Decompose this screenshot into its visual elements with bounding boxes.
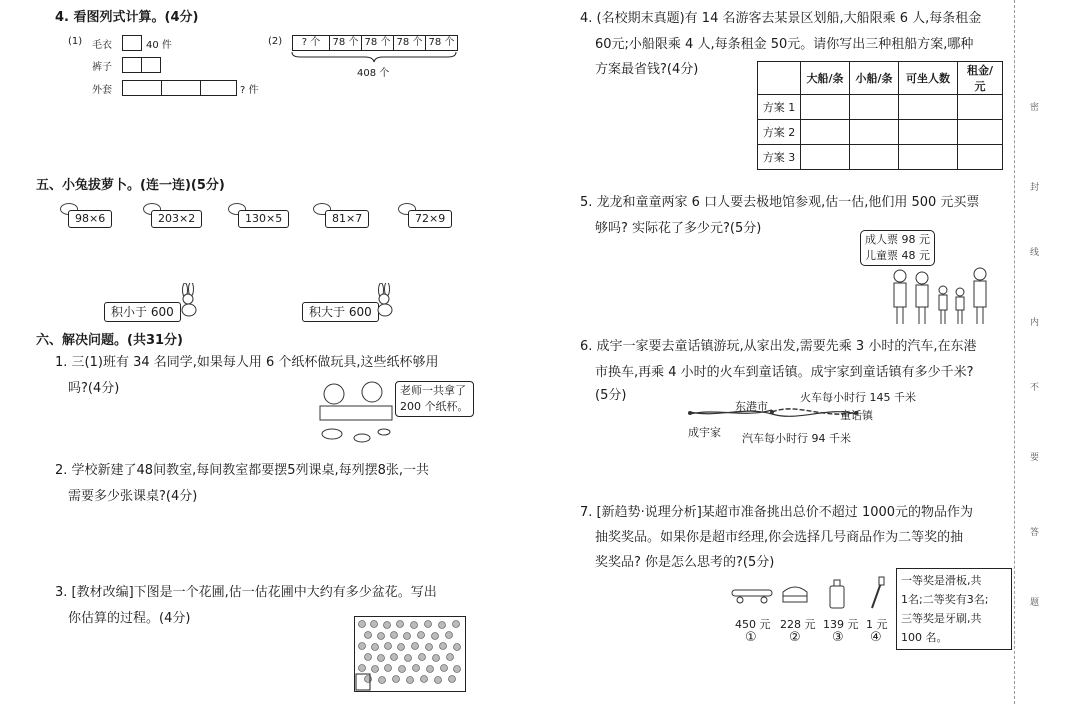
map-city-label: 东港市 xyxy=(735,400,768,413)
item-number: ① xyxy=(745,630,757,645)
carrot-expression[interactable]: 72×9 xyxy=(408,210,452,228)
margin-char: 密 xyxy=(1030,103,1040,113)
price-label: 1 元 xyxy=(866,618,888,631)
segment-cell: ? 个 xyxy=(292,35,330,51)
item-number: ② xyxy=(789,630,801,645)
problem-7-text-2: 抽奖奖品。如果你是超市经理,你会选择几号商品作为二等奖的抽 xyxy=(595,530,964,545)
rabbit-icon xyxy=(175,283,203,317)
price-label: 228 元 xyxy=(780,618,816,631)
problem-5-text: 5. 龙龙和童童两家 6 口人要去极地馆参观,估一估,他们用 500 元买票 xyxy=(580,195,980,210)
margin-char: 线 xyxy=(1030,248,1040,258)
segment-cell: 78 个 xyxy=(329,35,362,51)
flower-bed xyxy=(354,616,466,692)
item-number: ③ xyxy=(832,630,844,645)
margin-char: 不 xyxy=(1030,383,1040,393)
table-header: 可坐人数 xyxy=(899,62,958,95)
q4-2-label: (2) xyxy=(268,36,283,47)
answer-cell[interactable] xyxy=(850,95,899,120)
margin-char: 答 xyxy=(1030,528,1040,538)
row-sweater-label: 毛衣 xyxy=(92,40,112,51)
table-row xyxy=(758,95,1003,120)
rabbit-icon xyxy=(371,283,399,317)
problem-4-text-3: 方案最省钱?(4分) xyxy=(595,62,699,77)
problem-3-text: 3. [教材改编]下图是一个花圃,估一估花圃中大约有多少盆花。写出 xyxy=(55,585,437,600)
skateboard-icon xyxy=(730,586,774,606)
coat-bar-3 xyxy=(200,80,237,96)
coat-bar-1 xyxy=(122,80,162,96)
problem-1-text: 1. 三(1)班有 34 名同学,如果每人用 6 个纸杯做玩具,这些纸杯够用 xyxy=(55,355,439,370)
prize-note-box xyxy=(896,568,1012,650)
answer-cell[interactable] xyxy=(958,145,1003,170)
row-sweater-value: 40 件 xyxy=(146,40,172,51)
problem-6-text: 6. 成宇一家要去童话镇游玩,从家出发,需要先乘 3 小时的汽车,在东港 xyxy=(580,339,977,354)
carrot-expression[interactable]: 81×7 xyxy=(325,210,369,228)
problem-4-text: 4. (名校期末真题)有 14 名游客去某景区划船,大船限乘 6 人,每条租金 xyxy=(580,11,982,26)
map-home-label: 成宇家 xyxy=(688,426,721,439)
price-label: 139 元 xyxy=(823,618,859,631)
problem-2-text: 2. 学校新建了48间教室,每间教室都要摆5列课桌,每列摆8张,一共 xyxy=(55,463,430,478)
answer-cell[interactable] xyxy=(958,120,1003,145)
carrot-expression[interactable]: 98×6 xyxy=(68,210,112,228)
prize-note-line: 三等奖是牙刷,共 xyxy=(901,612,982,625)
margin-char: 内 xyxy=(1030,318,1040,328)
q4-title: 4. 看图列式计算。(4分) xyxy=(55,10,199,25)
carrot-expression[interactable]: 130×5 xyxy=(238,210,289,228)
map-train-label: 火车每小时行 145 千米 xyxy=(800,391,916,404)
segment-cell: 78 个 xyxy=(393,35,426,51)
answer-cell[interactable] xyxy=(801,120,850,145)
row-coat-value: ? 件 xyxy=(240,85,259,96)
prize-note-line: 一等奖是滑板,共 xyxy=(901,574,982,587)
rental-plan-table xyxy=(757,61,1003,170)
table-header xyxy=(758,62,801,95)
segment-cell: 78 个 xyxy=(425,35,458,51)
table-header-row xyxy=(758,62,1003,95)
problem-4-text-2: 60元;小船限乘 4 人,每条租金 50元。请你写出三种租船方案,哪种 xyxy=(595,37,974,52)
problem-2-text-2: 需要多少张课桌?(4分) xyxy=(68,489,198,504)
pants-bar-1 xyxy=(122,57,142,73)
item-number: ④ xyxy=(870,630,882,645)
map-bus-label: 汽车每小时行 94 千米 xyxy=(742,432,851,445)
problem-6-text-3: (5分) xyxy=(595,388,627,403)
problem-3-text-2: 你估算的过程。(4分) xyxy=(68,611,191,626)
row-label: 方案 3 xyxy=(758,145,801,170)
answer-cell[interactable] xyxy=(899,120,958,145)
carrot-expression[interactable]: 203×2 xyxy=(151,210,202,228)
prize-note-line: 100 名。 xyxy=(901,631,948,644)
seal-line xyxy=(1014,0,1015,704)
ticket-line: 成人票 98 元 xyxy=(865,233,930,246)
ticket-price-bubble xyxy=(860,230,935,266)
basket-less-than-600[interactable]: 积小于 600 xyxy=(104,302,181,322)
answer-cell[interactable] xyxy=(850,145,899,170)
margin-char: 要 xyxy=(1030,453,1040,463)
answer-cell[interactable] xyxy=(850,120,899,145)
answer-cell[interactable] xyxy=(801,95,850,120)
q4-1-label: (1) xyxy=(68,36,83,47)
price-label: 450 元 xyxy=(735,618,771,631)
table-header: 大船/条 xyxy=(801,62,850,95)
problem-7-text-3: 奖奖品? 你是怎么思考的?(5分) xyxy=(595,555,775,570)
bag-icon xyxy=(780,580,810,606)
q5-title: 五、小兔拔萝卜。(连一连)(5分) xyxy=(36,178,225,193)
prize-note-line: 1名;二等奖有3名; xyxy=(901,593,989,606)
segment-cell: 78 个 xyxy=(361,35,394,51)
ticket-line: 儿童票 48 元 xyxy=(865,249,930,262)
margin-char: 题 xyxy=(1030,598,1040,608)
bottle-icon xyxy=(827,578,847,610)
table-row xyxy=(758,145,1003,170)
problem-1-text-2: 吗?(4分) xyxy=(68,381,120,396)
total-label: 408 个 xyxy=(357,68,390,79)
sweater-bar xyxy=(122,35,142,51)
problem-6-text-2: 市换车,再乘 4 小时的火车到童话镇。成宇家到童话镇有多少千米? xyxy=(595,365,974,380)
row-label: 方案 1 xyxy=(758,95,801,120)
row-label: 方案 2 xyxy=(758,120,801,145)
table-header: 租金/元 xyxy=(958,62,1003,95)
q6-title: 六、解决问题。(共31分) xyxy=(36,333,183,348)
problem-5-text-2: 够吗? 实际花了多少元?(5分) xyxy=(595,221,762,236)
pants-bar-2 xyxy=(141,57,161,73)
map-town-label: 童话镇 xyxy=(840,409,873,422)
speech-bubble-line: 老师一共拿了 xyxy=(400,384,466,397)
toothbrush-icon xyxy=(868,576,886,610)
basket-greater-than-600[interactable]: 积大于 600 xyxy=(302,302,379,322)
total-brace xyxy=(290,50,460,64)
family-illustration xyxy=(888,262,1000,326)
margin-char: 封 xyxy=(1030,183,1040,193)
speech-bubble-line: 200 个纸杯。 xyxy=(400,400,469,413)
table-header: 小船/条 xyxy=(850,62,899,95)
answer-cell[interactable] xyxy=(958,95,1003,120)
answer-cell[interactable] xyxy=(899,145,958,170)
problem-7-text: 7. [新趋势·说理分析]某超市准备挑出总价不超过 1000元的物品作为 xyxy=(580,505,974,520)
answer-cell[interactable] xyxy=(801,145,850,170)
speech-bubble xyxy=(395,381,474,417)
row-pants-label: 裤子 xyxy=(92,62,112,73)
row-coat-label: 外套 xyxy=(92,85,112,96)
coat-bar-2 xyxy=(161,80,201,96)
answer-cell[interactable] xyxy=(899,95,958,120)
table-row xyxy=(758,120,1003,145)
children-illustration xyxy=(312,376,400,450)
